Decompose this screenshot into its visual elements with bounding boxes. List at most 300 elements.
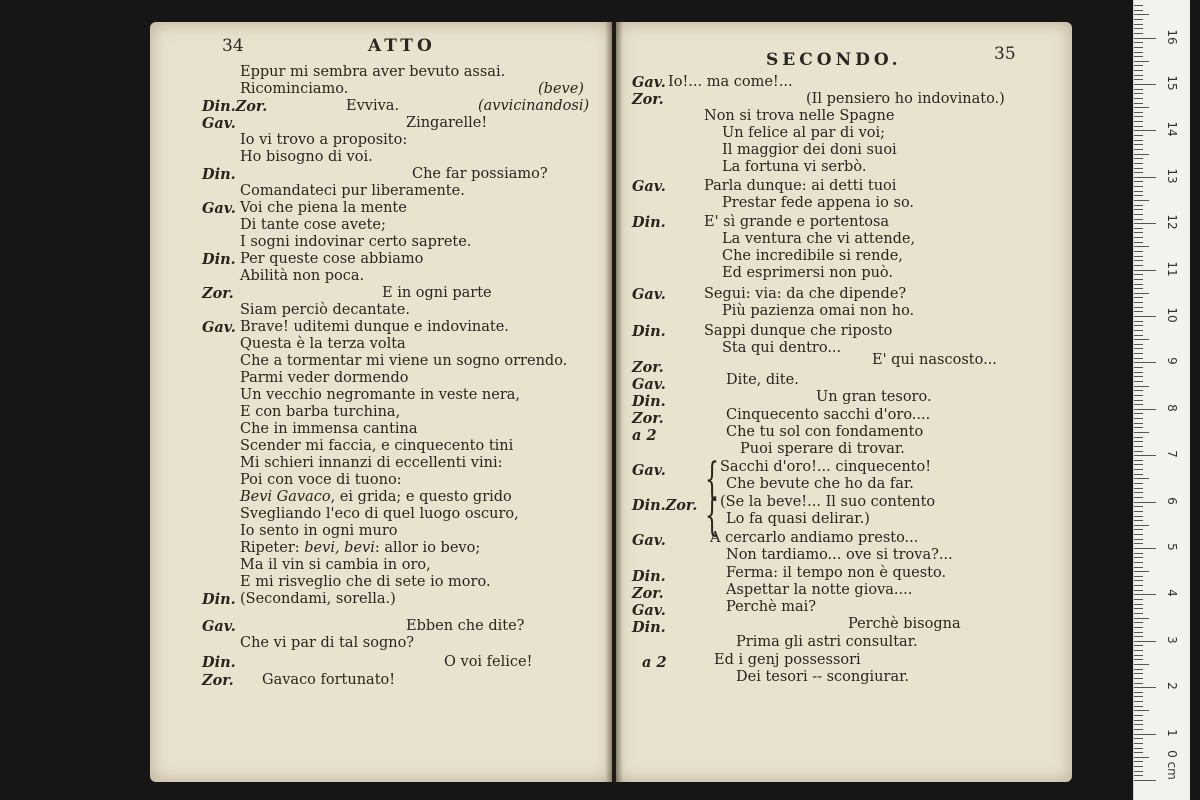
verse-line: Non si trova nelle Spagne bbox=[704, 108, 895, 124]
speaker-label: Din.Zor. bbox=[202, 98, 268, 115]
ruler-tick bbox=[1134, 93, 1143, 94]
speaker-label: Din. bbox=[202, 166, 236, 183]
ruler-tick bbox=[1134, 19, 1143, 20]
ruler-tick bbox=[1134, 641, 1156, 642]
speaker-label: Zor. bbox=[632, 359, 664, 376]
stage-direction: (avvicinandosi) bbox=[478, 98, 590, 114]
ruler-tick bbox=[1134, 270, 1156, 271]
ruler-tick bbox=[1134, 107, 1149, 108]
verse-line: Dei tesori -- scongiurar. bbox=[736, 669, 910, 685]
verse-line: Un felice al par di voi; bbox=[722, 125, 886, 141]
ruler-tick bbox=[1134, 56, 1143, 57]
ruler-tick bbox=[1134, 103, 1143, 104]
verse-line: Zingarelle! bbox=[406, 115, 488, 131]
verse-line-rest: : allor io bevo; bbox=[374, 540, 481, 556]
ruler-tick bbox=[1134, 497, 1143, 498]
ruler-tick bbox=[1134, 771, 1143, 772]
verse-line: Un gran tesoro. bbox=[816, 389, 932, 405]
speaker-label: Gav. bbox=[632, 178, 666, 195]
ruler-tick bbox=[1134, 242, 1143, 243]
ruler-label: 14 bbox=[1165, 121, 1179, 138]
speaker-label: Gav. bbox=[632, 286, 666, 303]
ruler-tick bbox=[1134, 478, 1149, 479]
ruler-tick bbox=[1134, 297, 1143, 298]
ruler-tick bbox=[1134, 748, 1143, 749]
ruler-tick bbox=[1134, 191, 1143, 192]
verse-line: E in ogni parte bbox=[382, 285, 492, 301]
ruler-tick bbox=[1134, 594, 1156, 595]
verse-line: La ventura che vi attende, bbox=[722, 231, 916, 247]
ruler-tick bbox=[1134, 219, 1143, 220]
ruler-tick bbox=[1134, 548, 1156, 549]
speaker-label: Din. bbox=[632, 619, 666, 636]
brace-left: { bbox=[705, 490, 719, 541]
ruler-tick bbox=[1134, 177, 1156, 178]
verse-line: Puoi sperare di trovar. bbox=[740, 441, 905, 457]
ruler-tick bbox=[1134, 413, 1143, 414]
ruler-tick bbox=[1134, 112, 1143, 113]
ruler-tick bbox=[1134, 121, 1143, 122]
ruler-tick bbox=[1134, 381, 1143, 382]
ruler-tick bbox=[1134, 516, 1143, 517]
running-head: SECONDO. bbox=[766, 50, 902, 70]
ruler-tick bbox=[1134, 562, 1143, 563]
ruler-tick bbox=[1134, 553, 1143, 554]
ruler-tick bbox=[1134, 223, 1156, 224]
ruler-tick bbox=[1134, 149, 1143, 150]
verse-line bbox=[240, 489, 512, 506]
ruler-tick bbox=[1134, 664, 1149, 665]
verse-line: Che incredibile si rende, bbox=[722, 248, 903, 264]
ruler-tick bbox=[1134, 729, 1143, 730]
ruler-tick bbox=[1134, 437, 1143, 438]
ruler-tick bbox=[1134, 576, 1143, 577]
ruler-tick bbox=[1134, 311, 1143, 312]
verse-line: A cercarlo andiamo presto... bbox=[710, 530, 919, 546]
ruler-tick bbox=[1134, 743, 1143, 744]
ruler-tick bbox=[1134, 757, 1149, 758]
ruler-tick bbox=[1134, 492, 1143, 493]
verse-line: E mi risveglio che di sete io moro. bbox=[240, 574, 491, 590]
ruler-tick bbox=[1134, 404, 1143, 405]
ruler-label: 12 bbox=[1165, 214, 1179, 230]
ruler-tick bbox=[1134, 98, 1143, 99]
ruler-tick bbox=[1134, 358, 1143, 359]
ruler-tick bbox=[1134, 279, 1143, 280]
verse-line: Scender mi faccia, e cinquecento tini bbox=[240, 438, 514, 454]
ruler-tick bbox=[1134, 650, 1143, 651]
ruler-tick bbox=[1134, 140, 1143, 141]
verse-line: Sta qui dentro... bbox=[722, 340, 842, 356]
ruler-tick bbox=[1134, 61, 1149, 62]
ruler-tick bbox=[1134, 775, 1143, 776]
ruler-label: 10 bbox=[1165, 307, 1179, 323]
ruler-label: 4 bbox=[1165, 589, 1179, 598]
ruler-tick bbox=[1134, 390, 1143, 391]
ruler-label: 6 bbox=[1165, 496, 1179, 505]
verse-line: Io vi trovo a proposito: bbox=[240, 132, 408, 148]
ruler-label: 8 bbox=[1165, 403, 1179, 412]
ruler-label: 9 bbox=[1165, 357, 1179, 366]
ruler-tick bbox=[1134, 678, 1143, 679]
ruler-tick bbox=[1134, 455, 1156, 456]
verse-line: Il maggior dei doni suoi bbox=[722, 142, 897, 158]
verse-line bbox=[240, 540, 480, 557]
ruler-tick bbox=[1134, 126, 1143, 127]
ruler-tick bbox=[1134, 441, 1143, 442]
ruler-tick bbox=[1134, 14, 1149, 15]
verse-line: Io sento in ogni muro bbox=[240, 523, 398, 539]
ruler-tick bbox=[1134, 511, 1143, 512]
ruler-tick bbox=[1134, 687, 1156, 688]
ruler-tick bbox=[1134, 52, 1143, 53]
ruler-tick bbox=[1134, 135, 1143, 136]
ruler-tick bbox=[1134, 734, 1156, 735]
speaker-label: Gav. bbox=[202, 115, 236, 132]
measuring-ruler bbox=[1133, 0, 1190, 800]
verse-line: Ed i genj possessori bbox=[714, 652, 861, 668]
ruler-tick bbox=[1134, 488, 1143, 489]
ruler-label: 3 bbox=[1165, 635, 1179, 644]
ruler-tick bbox=[1134, 154, 1149, 155]
ruler-tick bbox=[1134, 367, 1143, 368]
verse-line: Ma il vin si cambia in oro, bbox=[240, 557, 431, 573]
speaker-label: Gav. bbox=[632, 462, 666, 479]
verse-line: E con barba turchina, bbox=[240, 404, 401, 420]
ruler-tick bbox=[1134, 683, 1143, 684]
verse-line: Dite, dite. bbox=[726, 372, 799, 388]
ruler-tick bbox=[1134, 168, 1143, 169]
ruler-tick bbox=[1134, 395, 1143, 396]
ruler-tick bbox=[1134, 525, 1149, 526]
ruler-tick bbox=[1134, 339, 1149, 340]
speaker-label: Din. bbox=[632, 323, 666, 340]
ruler-tick bbox=[1134, 636, 1143, 637]
ruler-tick bbox=[1134, 330, 1143, 331]
speaker-label: Gav. bbox=[632, 602, 666, 619]
ruler-tick bbox=[1134, 274, 1143, 275]
speaker-label: Zor. bbox=[202, 285, 234, 302]
ruler-tick bbox=[1134, 506, 1143, 507]
ruler-tick bbox=[1134, 130, 1156, 131]
ruler-tick bbox=[1134, 65, 1143, 66]
ruler-tick bbox=[1134, 710, 1149, 711]
ruler-tick bbox=[1134, 632, 1143, 633]
ruler-tick bbox=[1134, 163, 1143, 164]
ruler-tick bbox=[1134, 265, 1143, 266]
ruler-tick bbox=[1134, 24, 1143, 25]
ruler-tick bbox=[1134, 209, 1143, 210]
ruler-tick bbox=[1134, 335, 1143, 336]
ruler-tick bbox=[1134, 724, 1143, 725]
ruler-tick bbox=[1134, 228, 1143, 229]
verse-line: Poi con voce di tuono: bbox=[240, 472, 402, 488]
ruler-tick bbox=[1134, 307, 1143, 308]
ruler-tick bbox=[1134, 42, 1143, 43]
verse-line: Che vi par di tal sogno? bbox=[240, 635, 415, 651]
ruler-tick bbox=[1134, 214, 1143, 215]
left-page bbox=[150, 22, 612, 782]
speaker-label: Zor. bbox=[632, 585, 664, 602]
speaker-label: Gav. bbox=[632, 532, 666, 549]
ruler-tick bbox=[1134, 75, 1143, 76]
verse-line: Lo fa quasi delirar.) bbox=[726, 511, 870, 527]
brace-left: { bbox=[705, 454, 719, 505]
verse-line: Questa è la terza volta bbox=[240, 336, 406, 352]
verse-line: Eppur mi sembra aver bevuto assai. bbox=[240, 64, 506, 80]
ruler-tick bbox=[1134, 696, 1143, 697]
ruler-tick bbox=[1134, 33, 1143, 34]
ruler-label: 11 bbox=[1165, 260, 1179, 277]
ruler-tick bbox=[1134, 460, 1143, 461]
verse-line: I sogni indovinar certo saprete. bbox=[240, 234, 472, 250]
ruler-tick bbox=[1134, 669, 1143, 670]
verse-line: Di tante cose avete; bbox=[240, 217, 386, 233]
ruler-tick bbox=[1134, 195, 1143, 196]
verse-line: Gavaco fortunato! bbox=[262, 672, 396, 688]
verse-line: (Secondami, sorella.) bbox=[240, 591, 396, 607]
speaker-label: Gav. bbox=[202, 319, 236, 336]
verse-line: Ebben che dite? bbox=[406, 618, 525, 634]
speaker-label: Din. bbox=[632, 568, 666, 585]
speaker-label: Din. bbox=[202, 654, 236, 671]
speaker-label: Din. bbox=[632, 393, 666, 410]
speaker-label: Gav. bbox=[202, 618, 236, 635]
ruler-tick bbox=[1134, 386, 1149, 387]
verse-line: Evviva. bbox=[346, 98, 400, 114]
ruler-tick bbox=[1134, 529, 1143, 530]
speaker-label: a 2 bbox=[642, 654, 667, 671]
ruler-tick bbox=[1134, 344, 1143, 345]
verse-line: (Il pensiero ho indovinato.) bbox=[806, 91, 1005, 107]
ruler-tick bbox=[1134, 181, 1143, 182]
speaker-label: Gav. bbox=[632, 74, 666, 91]
ruler-label: 2 bbox=[1165, 682, 1179, 690]
verse-line: Che in immensa cantina bbox=[240, 421, 418, 437]
ruler-tick bbox=[1134, 158, 1143, 159]
verse-line: Io!... ma come!... bbox=[668, 74, 793, 90]
ruler-tick bbox=[1134, 622, 1143, 623]
verse-line: Comandateci pur liberamente. bbox=[240, 183, 465, 199]
verse-line: Aspettar la notte giova.... bbox=[726, 582, 913, 598]
verse-line: Parmi veder dormendo bbox=[240, 370, 409, 386]
speaker-label: Zor. bbox=[632, 91, 664, 108]
verse-line: Segui: via: da che dipende? bbox=[704, 286, 907, 302]
ruler-tick bbox=[1134, 613, 1143, 614]
verse-line-start: Ripeter: bbox=[240, 540, 305, 556]
verse-line: Che far possiamo? bbox=[412, 166, 548, 182]
ruler-tick bbox=[1134, 362, 1156, 363]
ruler-tick bbox=[1134, 89, 1143, 90]
ruler-tick bbox=[1134, 348, 1143, 349]
ruler-tick bbox=[1134, 172, 1143, 173]
ruler-tick bbox=[1134, 427, 1143, 428]
verse-line: Prestar fede appena io so. bbox=[722, 195, 915, 211]
ruler-tick bbox=[1134, 469, 1143, 470]
verse-line: Mi schieri innanzi di eccellenti vini: bbox=[240, 455, 503, 471]
verse-line: Che a tormentar mi viene un sogno orrendo. bbox=[240, 353, 568, 369]
verse-line: Un vecchio negromante in veste nera, bbox=[240, 387, 521, 403]
speaker-label: Zor. bbox=[632, 410, 664, 427]
ruler-tick bbox=[1134, 752, 1143, 753]
ruler-tick bbox=[1134, 706, 1143, 707]
ruler-tick bbox=[1134, 200, 1149, 201]
verse-line: O voi felice! bbox=[444, 654, 533, 670]
ruler-tick bbox=[1134, 567, 1143, 568]
running-head: ATTO bbox=[368, 36, 436, 56]
ruler-tick bbox=[1134, 451, 1143, 452]
ruler-tick bbox=[1134, 144, 1143, 145]
ruler-tick bbox=[1134, 571, 1149, 572]
verse-line: E' sì grande e portentosa bbox=[704, 214, 890, 230]
ruler-tick bbox=[1134, 288, 1143, 289]
ruler-tick bbox=[1134, 738, 1143, 739]
ruler-tick bbox=[1134, 418, 1143, 419]
ruler-tick bbox=[1134, 608, 1143, 609]
verse-line: Ferma: il tempo non è questo. bbox=[726, 565, 947, 581]
ruler-tick bbox=[1134, 645, 1143, 646]
ruler-tick bbox=[1134, 659, 1143, 660]
verse-line: La fortuna vi serbò. bbox=[722, 159, 867, 175]
speaker-label: a 2 bbox=[632, 427, 657, 444]
verse-line: Più pazienza omai non ho. bbox=[722, 303, 915, 319]
ruler-tick bbox=[1134, 293, 1149, 294]
ruler-label: 0 cm bbox=[1165, 750, 1179, 780]
ruler-tick bbox=[1134, 618, 1149, 619]
ruler-tick bbox=[1134, 5, 1143, 6]
verse-line: Perchè mai? bbox=[726, 599, 817, 615]
ruler-tick bbox=[1134, 539, 1143, 540]
ruler-tick bbox=[1134, 534, 1143, 535]
ruler-tick bbox=[1134, 590, 1143, 591]
ruler-tick bbox=[1134, 585, 1143, 586]
ruler-tick bbox=[1134, 599, 1143, 600]
verse-line: Abilità non poca. bbox=[240, 268, 365, 284]
ruler-tick bbox=[1134, 761, 1143, 762]
book-gutter bbox=[605, 22, 623, 782]
speaker-label: Din. bbox=[632, 214, 666, 231]
open-book bbox=[150, 22, 1072, 790]
verse-line: Voi che piena la mente bbox=[240, 200, 407, 216]
ruler-tick bbox=[1134, 432, 1149, 433]
right-page bbox=[616, 22, 1072, 782]
ruler-tick bbox=[1134, 446, 1143, 447]
speaker-label: Zor. bbox=[202, 672, 234, 689]
page-number: 34 bbox=[222, 36, 244, 56]
stage-direction: (beve) bbox=[538, 81, 584, 97]
quoted-words: bevi, bevi bbox=[304, 540, 375, 556]
verse-line: Ed esprimersi non può. bbox=[722, 265, 894, 281]
verse-line: Ricominciamo. bbox=[240, 81, 349, 97]
verse-line: Cinquecento sacchi d'oro.... bbox=[726, 407, 931, 423]
ruler-tick bbox=[1134, 474, 1143, 475]
ruler-tick bbox=[1134, 256, 1143, 257]
verse-line: Prima gli astri consultar. bbox=[736, 634, 918, 650]
verse-line: Parla dunque: ai detti tuoi bbox=[704, 178, 897, 194]
ruler-tick bbox=[1134, 692, 1143, 693]
page-number: 35 bbox=[994, 44, 1016, 64]
verse-line: Non tardiamo... ove si trova?... bbox=[726, 547, 953, 563]
ruler-tick bbox=[1134, 302, 1143, 303]
speaker-label: Din.Zor. bbox=[632, 497, 698, 514]
verse-line: Brave! uditemi dunque e indovinate. bbox=[240, 319, 509, 335]
ruler-tick bbox=[1134, 423, 1143, 424]
ruler-label: 1 bbox=[1165, 728, 1179, 737]
verse-line: Perchè bisogna bbox=[848, 616, 961, 632]
ruler-tick bbox=[1134, 720, 1143, 721]
ruler-tick bbox=[1134, 400, 1143, 401]
verse-line: E' qui nascosto... bbox=[872, 352, 997, 368]
ruler-tick bbox=[1134, 79, 1143, 80]
ruler-tick bbox=[1134, 251, 1143, 252]
ruler-tick bbox=[1134, 715, 1143, 716]
ruler-tick bbox=[1134, 520, 1143, 521]
ruler-tick bbox=[1134, 10, 1143, 11]
ruler-tick bbox=[1134, 116, 1143, 117]
verse-line: Per queste cose abbiamo bbox=[240, 251, 424, 267]
ruler-label: 13 bbox=[1165, 168, 1179, 184]
verse-line: (Se la beve!... Il suo contento bbox=[720, 494, 936, 510]
verse-line: Sacchi d'oro!... cinquecento! bbox=[720, 459, 932, 475]
ruler-tick bbox=[1134, 483, 1143, 484]
ruler-tick bbox=[1134, 205, 1143, 206]
ruler-label: 7 bbox=[1165, 450, 1179, 458]
ruler-tick bbox=[1134, 627, 1143, 628]
ruler-tick bbox=[1134, 780, 1156, 781]
ruler-tick bbox=[1134, 38, 1156, 39]
ruler-tick bbox=[1134, 376, 1143, 377]
speaker-label: Din. bbox=[202, 251, 236, 268]
ruler-tick bbox=[1134, 604, 1143, 605]
ruler-tick bbox=[1134, 325, 1143, 326]
ruler-tick bbox=[1134, 28, 1143, 29]
ruler-tick bbox=[1134, 237, 1143, 238]
ruler-tick bbox=[1134, 543, 1143, 544]
ruler-tick bbox=[1134, 673, 1143, 674]
ruler-tick bbox=[1134, 47, 1143, 48]
ruler-tick bbox=[1134, 409, 1156, 410]
speaker-label: Din. bbox=[202, 591, 236, 608]
ruler-tick bbox=[1134, 372, 1143, 373]
ruler-tick bbox=[1134, 186, 1143, 187]
speaker-label: Gav. bbox=[632, 376, 666, 393]
ruler-tick bbox=[1134, 321, 1143, 322]
speaker-label: Gav. bbox=[202, 200, 236, 217]
quoted-words: Bevi Gavaco bbox=[240, 489, 331, 505]
ruler-tick bbox=[1134, 353, 1143, 354]
verse-line: Ho bisogno di voi. bbox=[240, 149, 373, 165]
ruler-label: 15 bbox=[1165, 75, 1179, 91]
ruler-tick bbox=[1134, 260, 1143, 261]
verse-line-rest: , ei grida; e questo grido bbox=[330, 489, 512, 505]
ruler-tick bbox=[1134, 316, 1156, 317]
verse-line: Che tu sol con fondamento bbox=[726, 424, 924, 440]
ruler-tick bbox=[1134, 246, 1149, 247]
ruler-label: 16 bbox=[1165, 28, 1179, 45]
ruler-tick bbox=[1134, 70, 1143, 71]
ruler-tick bbox=[1134, 655, 1143, 656]
ruler-tick bbox=[1134, 284, 1143, 285]
ruler-tick bbox=[1134, 701, 1143, 702]
ruler-label: 5 bbox=[1165, 543, 1179, 551]
ruler-tick bbox=[1134, 84, 1156, 85]
verse-line: Svegliando l'eco di quel luogo oscuro, bbox=[240, 506, 519, 522]
ruler-tick bbox=[1134, 580, 1143, 581]
verse-line: Siam perciò decantate. bbox=[240, 302, 410, 318]
ruler-tick bbox=[1134, 766, 1143, 767]
ruler-tick bbox=[1134, 557, 1143, 558]
ruler-tick bbox=[1134, 464, 1143, 465]
